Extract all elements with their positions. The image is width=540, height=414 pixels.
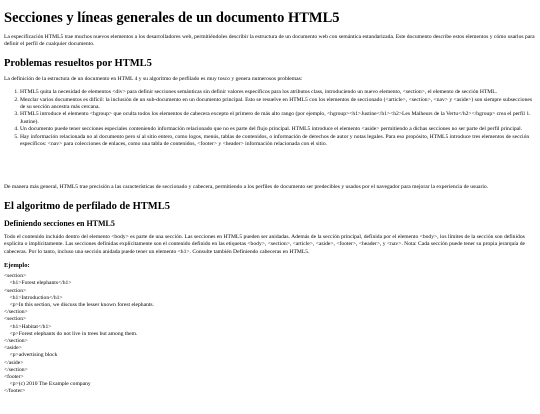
section-heading-algorithm: El algoritmo de perfilado de HTML5: [4, 200, 170, 212]
intro-paragraph: La especificación HTML5 trae muchos nuevos elementos a los desarrolladores web, permitiéndoles describir la estructura de un documento web con semántica estandarizada. Este documento describe estos elementos y cómo usarlos para definir el perfil de cualquier documento.: [4, 34, 535, 48]
page-title: Secciones y líneas generales de un documento HTML5: [4, 10, 340, 26]
list-item: 3. HTML5 introduce el elemento <hgroup> que oculta todos los elementos de cabecera excepto el primero de más alto rango (por ejemplo, <hgroup><h1>Justine</h1><h2>Les Malheurs de la Vertu</h2></hgroup> crea el perfil 1. Justine).: [20, 111, 536, 126]
list-item: 2. Mezclar varios documentos es difícil: la inclusión de un sub-documento en un documento principal. Esto se resuelve en HTML5 con los elementos de seccionado (<article>, <section>, <nav> y <aside>) son siempre subsecciones de su sección ancestra más cercana.: [20, 97, 536, 112]
blank-space: [4, 154, 536, 184]
subsection-heading-defining-sections: Definiendo secciones en HTML5: [4, 218, 115, 228]
list-item: 5. Hay información relacionada no al documento pero sí al sitio entero, como logos, menús, tablas de contenidos, o información de derechos de autor y notas legales. Para eso propósito, HTML5 introduce tres elementos de sección específicos: <nav> para colecciones de enlaces, como una tabla de contenidos, <footer> y <header> información relacionada con el sitio.: [20, 134, 536, 149]
section-heading-problems: Problemas resueltos por HTML5: [4, 57, 152, 69]
code-example: <section> <h1>Forest elephants</h1> <section> <h1>Introduction</h1> <p>In this section, we discuss the lesser known forest elephants. </section> <section> <h1>Habitat</h1> <p>Forest elephants do not live in trees but among them. </section> <aside> <p>advertising block </aside> </section> <footer> <p>(c) 2010 The Example company </footer>: [4, 273, 155, 395]
list-item: 1. HTML5 quita la necesidad de elementos <div> para definir secciones semánticas sin definir valores específicos para los atributos class, introduciendo un nuevo elemento, <section>, el elemento de sección HTML.: [20, 89, 536, 96]
example-label: Ejemplo:: [4, 262, 30, 270]
problems-lead-paragraph: La definición de la estructura de un documento en HTML 4 y su algoritmo de perfilado es muy tosco y genera numerosos problemas:: [4, 75, 303, 82]
defining-sections-paragraph: Todo el contenido incluido dentro del elemento <body> es parte de una sección. Las secciones en HTML5 pueden ser anidadas. Además de la sección principal, definida por el elemento <body>, los límites de la sección son definidos explícita o implícitamente. Las secciones definidas explícitamente son el contenido definido en las etiquetas <body>, <section>, <article>, <aside>, <footer>, <header>, y <nav>. Nota: Cada sección puede tener su propia jerarquía de cabeceras. Por lo tanto, incluso una sección anidada puede tener un elemento <h1>. Consulte también Definiendo cabeceras en HTML5.: [4, 233, 526, 255]
problems-closing-paragraph: De manera más general, HTML5 trae precisión a las características de seccionado y cabecera, permitiendo a los perfiles de documento ser predecibles y usados por el navegador para mejorar la experiencia de usuario.: [4, 184, 489, 191]
problems-list: [4, 89, 536, 148]
list-item: 4. Un documento puede tener secciones especiales conteniendo información relacionado que no es parte del flujo principal. HTML5 introduce el elemento <aside> permitiendo a dichas secciones no ser parte del perfil principal.: [20, 126, 536, 133]
document-page: [0, 9, 540, 396]
